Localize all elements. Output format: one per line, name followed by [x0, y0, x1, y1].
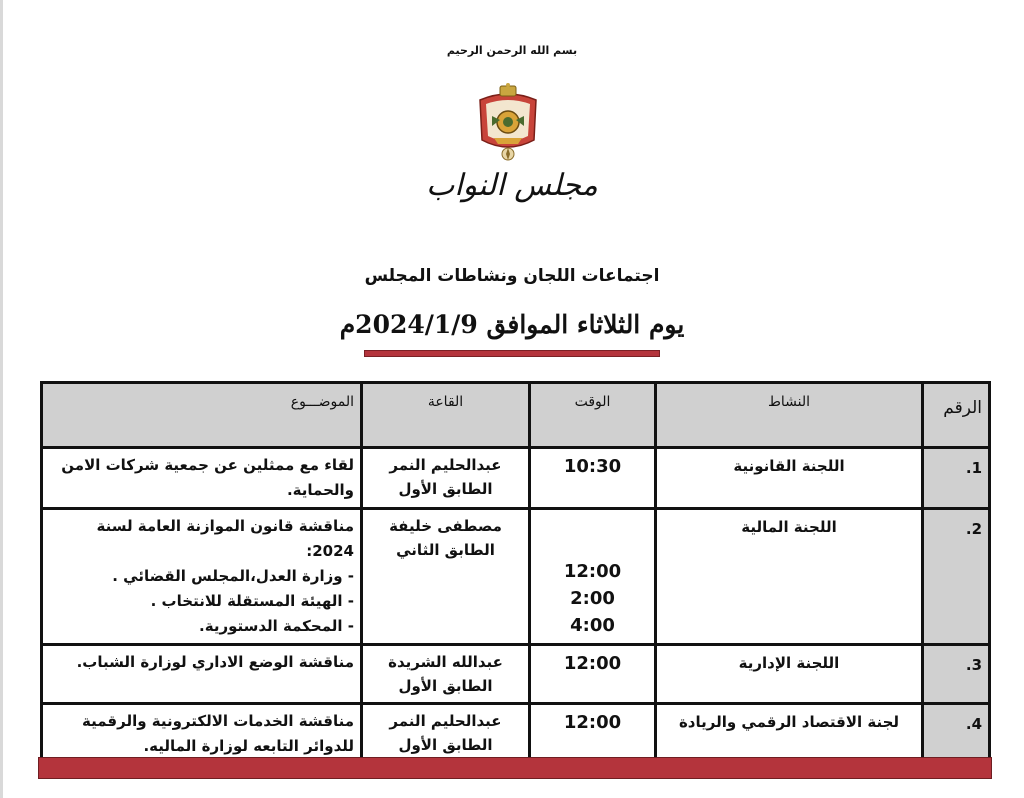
subject-line: لقاء مع ممثلين عن جمعية شركات الامن والحماية. — [61, 456, 354, 499]
time-value: 12:00 — [563, 712, 622, 733]
row-hall — [362, 645, 530, 704]
time-value: 2:00 — [570, 588, 615, 609]
table-row — [42, 645, 990, 704]
row-activity: اللجنة القانونية — [656, 448, 923, 509]
time-value: 12:00 — [563, 561, 622, 582]
time-value: 12:00 — [563, 653, 622, 674]
row-subject — [42, 704, 362, 765]
header-activity: النشاط — [656, 383, 923, 448]
schedule-table — [40, 381, 991, 766]
table-row — [42, 704, 990, 765]
hall-name: عبدالحليم النمر — [389, 456, 502, 474]
table-row — [42, 448, 990, 509]
row-number: 2. — [923, 509, 990, 645]
document-date: يوم الثلاثاء الموافق 2024/1/9م — [339, 310, 685, 339]
table-row — [42, 509, 990, 645]
subject-line: مناقشة قانون الموازنة العامة لسنة 2024: — [96, 517, 354, 560]
document-title: اجتماعات اللجان ونشاطات المجلس — [364, 266, 660, 286]
time-value: 4:00 — [570, 615, 615, 636]
coat-of-arms-icon — [470, 82, 546, 166]
header-subject: الموضـــوع — [42, 383, 362, 448]
hall-name: عبدالحليم النمر — [389, 712, 502, 730]
row-number: 1. — [923, 448, 990, 509]
basmala: بسم الله الرحمن الرحيم — [446, 44, 578, 57]
row-activity: لجنة الاقتصاد الرقمي والريادة — [656, 704, 923, 765]
row-hall — [362, 448, 530, 509]
header-time: الوقت — [530, 383, 656, 448]
row-hall — [362, 509, 530, 645]
subject-line: مناقشة الوضع الاداري لوزارة الشباب. — [76, 653, 354, 671]
row-subject — [42, 509, 362, 645]
hall-floor: الطابق الأول — [398, 736, 493, 754]
row-number: 3. — [923, 645, 990, 704]
subject-line: - الهيئة المستقلة للانتخاب . — [150, 592, 354, 610]
row-subject — [42, 448, 362, 509]
subject-line: - المحكمة الدستورية. — [199, 617, 354, 635]
header-num: الرقم — [923, 383, 990, 448]
hall-name: عبدالله الشريدة — [388, 653, 503, 671]
row-subject — [42, 645, 362, 704]
row-activity: اللجنة المالية — [656, 509, 923, 645]
hall-floor: الطابق الثاني — [396, 541, 495, 559]
council-name-logo: مجلس النواب — [426, 168, 598, 203]
footer-accent-bar — [38, 757, 992, 779]
header-hall: القاعة — [362, 383, 530, 448]
row-time — [530, 509, 656, 645]
hall-floor: الطابق الأول — [398, 677, 493, 695]
row-activity: اللجنة الإدارية — [656, 645, 923, 704]
row-time — [530, 704, 656, 765]
time-value: 10:30 — [563, 456, 622, 477]
subject-line: مناقشة الخدمات الالكترونية والرقمية للدوائر التابعه لوزارة الماليه. — [82, 712, 354, 755]
date-underline-bar — [364, 350, 660, 357]
row-hall — [362, 704, 530, 765]
hall-name: مصطفى خليفة — [389, 517, 502, 535]
row-time — [530, 645, 656, 704]
row-time — [530, 448, 656, 509]
page-edge — [0, 0, 3, 798]
subject-line: - وزارة العدل،المجلس القضائي . — [112, 567, 354, 585]
table-header-row — [42, 383, 990, 448]
hall-floor: الطابق الأول — [398, 480, 493, 498]
row-number: 4. — [923, 704, 990, 765]
